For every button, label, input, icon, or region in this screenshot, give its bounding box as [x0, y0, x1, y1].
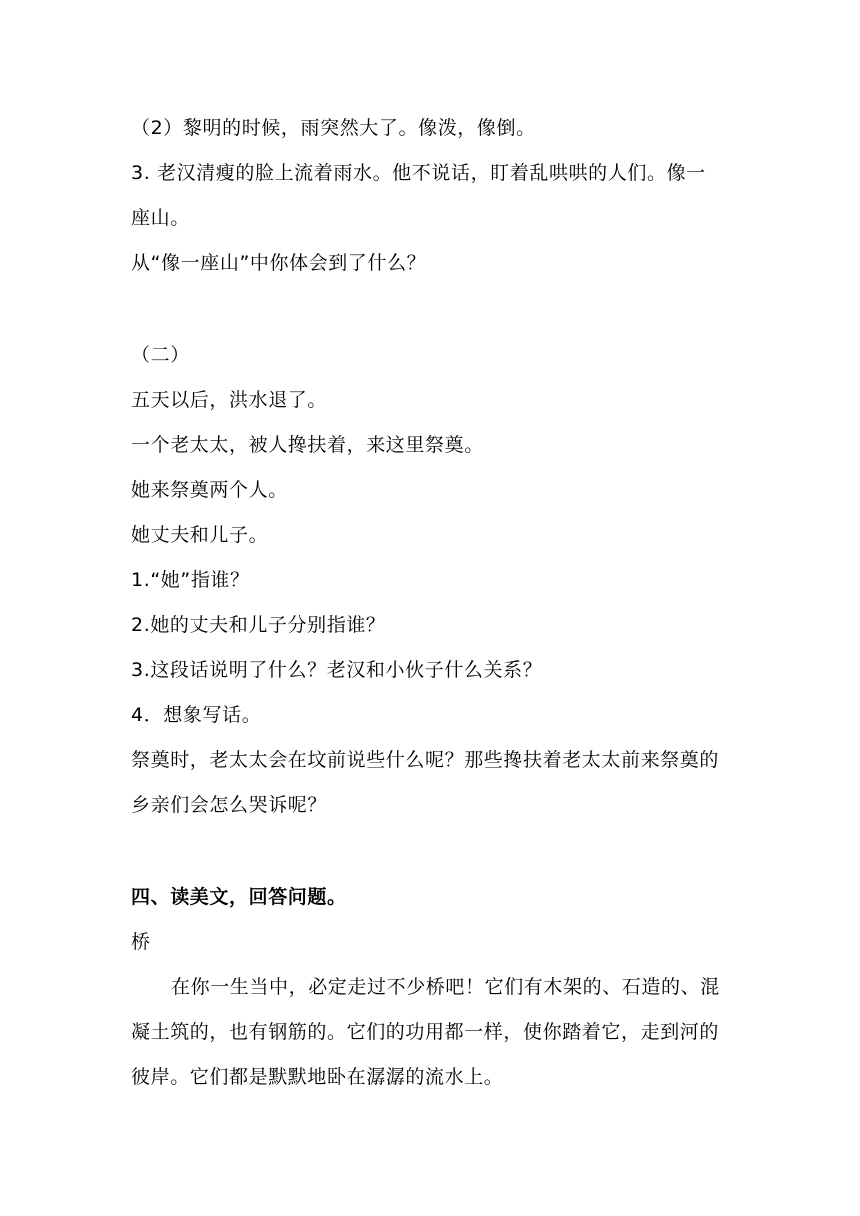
section-heading: （二） — [131, 344, 190, 366]
text-line: 座山。 — [131, 207, 190, 229]
passage-line: 她丈夫和儿子。 — [131, 524, 269, 546]
question-3-line: 3. 老汉清瘦的脸上流着雨水。他不说话，盯着乱哄哄的人们。像一 — [131, 162, 706, 184]
article-paragraph-line: 在你一生当中，必定走过不少桥吧！它们有木架的、石造的、混 — [171, 976, 720, 998]
article-title: 桥 — [131, 931, 151, 953]
question-2: 2.她的丈夫和儿子分别指谁？ — [131, 614, 386, 636]
question-1: 1.“她”指谁？ — [131, 569, 250, 591]
question-4: 4．想象写话。 — [131, 704, 262, 726]
prompt-line: 乡亲们会怎么哭诉呢？ — [131, 794, 328, 816]
article-paragraph-line: 彼岸。它们都是默默地卧在潺潺的流水上。 — [131, 1066, 504, 1088]
text-line: （2）黎明的时候，雨突然大了。像泼，像倒。 — [131, 117, 536, 139]
passage-line: 一个老太太，被人搀扶着，来这里祭奠。 — [131, 434, 484, 456]
part-four-heading: 四、读美文，回答问题。 — [131, 886, 347, 908]
passage-line: 五天以后，洪水退了。 — [131, 389, 328, 411]
article-paragraph-line: 凝土筑的，也有钢筋的。它们的功用都一样，使你踏着它，走到河的 — [131, 1021, 720, 1043]
passage-line: 她来祭奠两个人。 — [131, 479, 288, 501]
question-line: 从“像一座山”中你体会到了什么？ — [131, 252, 427, 274]
question-3: 3.这段话说明了什么？老汉和小伙子什么关系？ — [131, 659, 543, 681]
prompt-line: 祭奠时，老太太会在坟前说些什么呢？那些搀扶着老太太前来祭奠的 — [131, 749, 720, 771]
